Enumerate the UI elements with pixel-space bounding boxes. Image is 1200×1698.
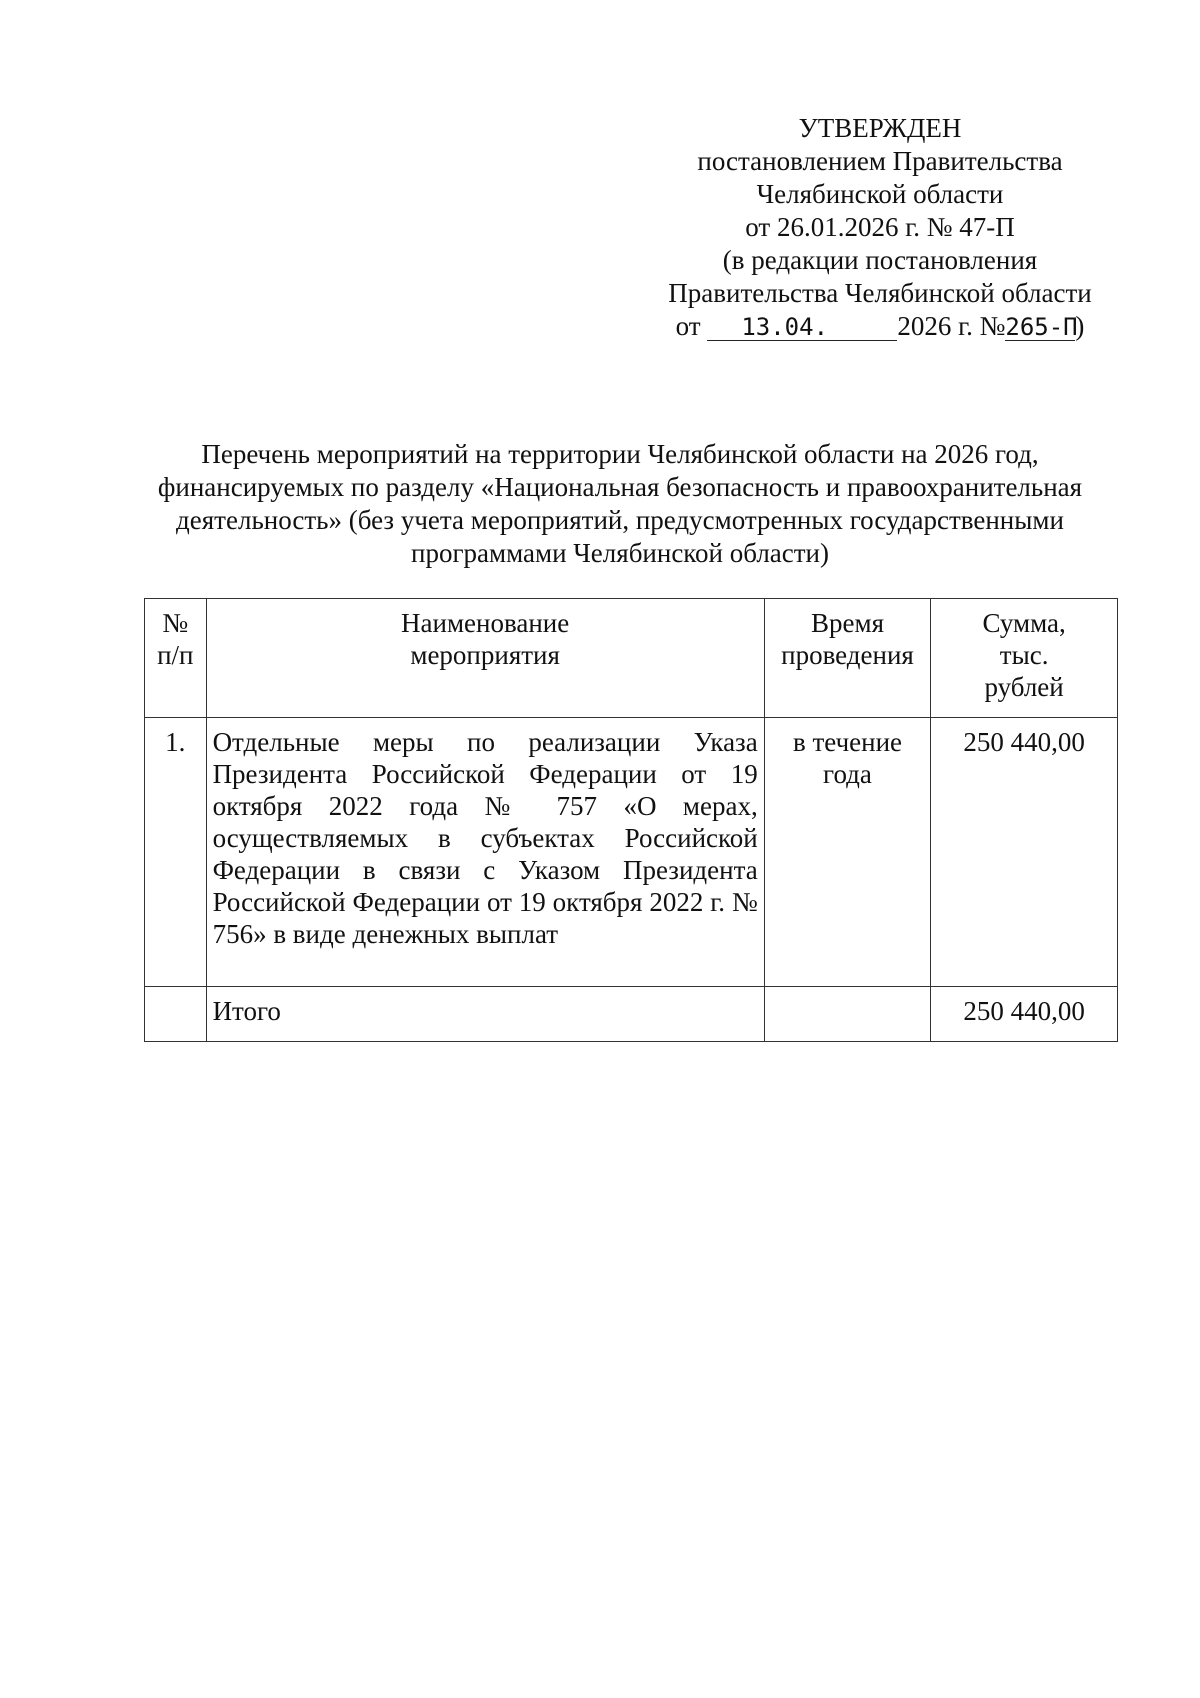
approval-line-5: Правительства Челябинской области xyxy=(668,278,1092,308)
table-row xyxy=(145,718,1118,987)
header-sum-line-3: рублей xyxy=(984,672,1064,702)
approval-block xyxy=(640,112,1120,343)
row-sum: 250 440,00 xyxy=(931,718,1118,987)
amendment-date: 13.04. xyxy=(707,314,897,341)
title-line-4: программами Челябинской области) xyxy=(411,538,829,568)
header-num-line-2: п/п xyxy=(157,640,194,670)
title-line-3: деятельность» (без учета мероприятий, предусмотренных государственными xyxy=(176,505,1064,535)
approval-heading: УТВЕРЖДЕН xyxy=(798,113,962,143)
header-sum-line-1: Сумма, xyxy=(982,608,1066,638)
title-line-2: финансируемых по разделу «Национальная безопасность и правоохранительная xyxy=(157,472,1083,502)
total-label: Итого xyxy=(206,987,764,1042)
events-table xyxy=(144,598,1118,1042)
document-title xyxy=(120,438,1120,570)
approval-line-6 xyxy=(640,310,1120,343)
approval-year-text: 2026 г. № xyxy=(897,311,1006,341)
row-time-line-2: года xyxy=(823,759,872,789)
row-time-line-1: в течение xyxy=(792,727,903,757)
approval-line-4: (в редакции постановления xyxy=(722,245,1038,275)
header-sum xyxy=(931,599,1118,718)
total-time xyxy=(764,987,931,1042)
header-num-line-1: № xyxy=(162,608,189,638)
total-num xyxy=(145,987,207,1042)
header-time-line-1: Время xyxy=(810,608,884,638)
header-name-line-2: мероприятия xyxy=(410,640,560,670)
header-name-line-1: Наименование xyxy=(401,608,570,638)
header-time xyxy=(764,599,931,718)
approval-line-2: Челябинской области xyxy=(756,179,1004,209)
title-line-1: Перечень мероприятий на территории Челябинской области на 2026 год, xyxy=(201,439,1039,469)
approval-line-3: от 26.01.2026 г. № 47-П xyxy=(745,212,1015,242)
row-num: 1. xyxy=(145,718,207,987)
header-name xyxy=(206,599,764,718)
row-time xyxy=(764,718,931,987)
row-name: Отдельные меры по реализации Указа Президента Российской Федерации от 19 октября 2022 года № 757 «О мерах, осуществляемых в субъектах Российской Федерации в связи с Указом Президента Российской Федерации от 19 октября 2022 г. № 756» в виде денежных выплат xyxy=(206,718,764,987)
amendment-number: 265-П xyxy=(1005,313,1078,341)
header-sum-line-2: тыс. xyxy=(999,640,1049,670)
total-sum: 250 440,00 xyxy=(931,987,1118,1042)
header-time-line-2: проведения xyxy=(781,640,914,670)
approval-date-prefix: от xyxy=(675,311,701,341)
table-header-row xyxy=(145,599,1118,718)
approval-line-1: постановлением Правительства xyxy=(697,146,1063,176)
approval-close-paren: ) xyxy=(1075,311,1085,341)
table-total-row xyxy=(145,987,1118,1042)
header-num xyxy=(145,599,207,718)
